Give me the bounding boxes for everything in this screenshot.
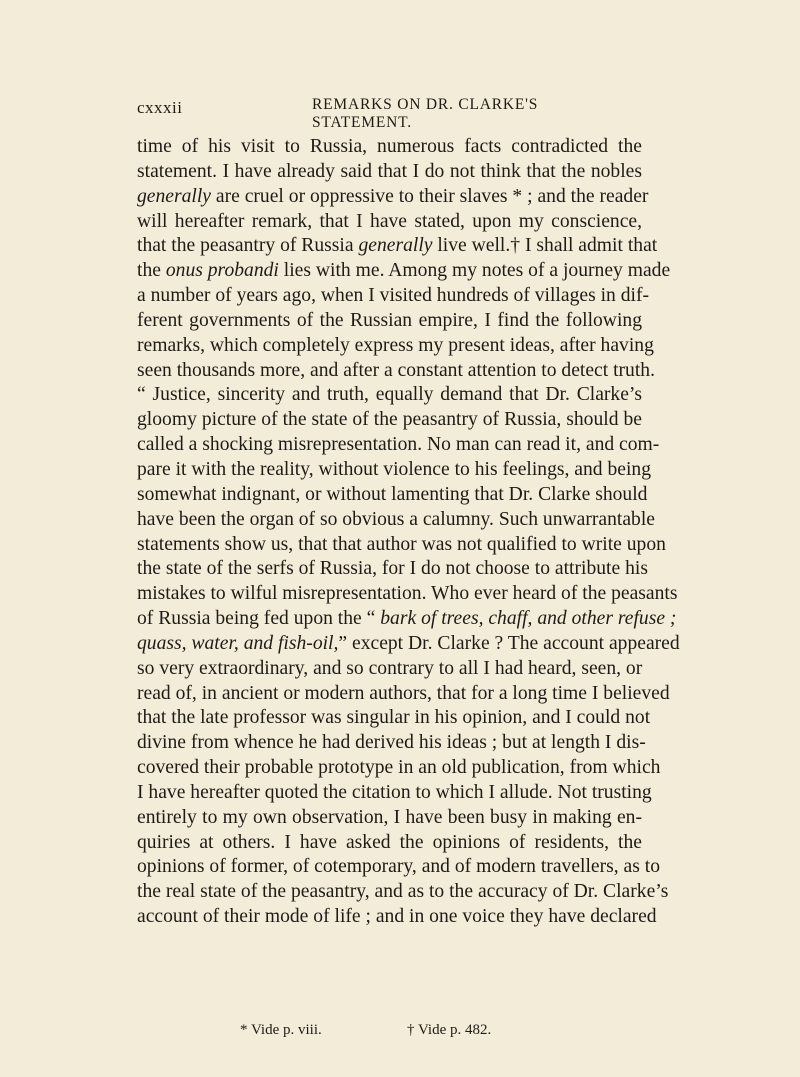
running-title: REMARKS ON DR. CLARKE'S STATEMENT.	[312, 96, 539, 131]
text-line	[137, 756, 661, 781]
text-line	[137, 905, 657, 930]
text-line	[137, 880, 669, 905]
italic-text: generally	[137, 185, 211, 207]
text-segment: a number of years ago, when I visited hundreds of villages in dif-	[137, 285, 650, 307]
text-segment: ” except Dr. Clarke ? The account appeared	[338, 632, 680, 654]
text-segment: mistakes to wilful misrepresentation. Who ever heard of the peasants	[137, 583, 678, 605]
italic-text: quass, water, and fish-oil,	[137, 632, 339, 654]
text-line	[137, 383, 642, 408]
text-line	[137, 135, 642, 160]
footnote-2: † Vide p. 482.	[407, 1022, 492, 1038]
italic-text: bark of trees, chaff, and other refuse ;	[380, 608, 677, 630]
text-line	[137, 657, 642, 682]
text-line	[137, 682, 670, 707]
text-segment: opinions of former, of cotemporary, and of modern travellers, as to	[137, 856, 661, 878]
text-segment: seen thousands more, and after a constant attention to detect truth.	[137, 359, 655, 381]
text-line	[137, 831, 642, 856]
text-segment: have been the organ of so obvious a calumny. Such unwarrantable	[137, 508, 655, 530]
text-line	[137, 855, 661, 880]
text-segment: will hereafter remark, that I have stated, upon my conscience,	[137, 210, 642, 232]
text-line	[137, 557, 648, 582]
page-number: cxxxii	[137, 98, 183, 117]
text-segment: the state of the serfs of Russia, for I do not choose to attribute his	[137, 558, 648, 580]
text-line	[137, 806, 642, 831]
text-segment: lies with me. Among my notes of a journey made	[278, 260, 671, 282]
text-segment: time of his visit to Russia, numerous facts contradicted the	[137, 136, 642, 157]
text-segment: gloomy picture of the state of the peasantry of Russia, should be	[137, 409, 642, 431]
text-segment: ferent governments of the Russian empire, I find the following	[137, 309, 642, 331]
text-segment: called a shocking misrepresentation. No man can read it, and com-	[137, 434, 660, 456]
text-segment: I have hereafter quoted the citation to which I allude. Not trusting	[137, 781, 652, 803]
text-segment: of Russia being fed upon the “	[137, 608, 381, 630]
text-line	[137, 185, 649, 210]
text-segment: “ Justice, sincerity and truth, equally demand that Dr. Clarke’s	[137, 384, 642, 406]
text-line	[137, 731, 646, 756]
text-line	[137, 234, 658, 259]
text-segment: pare it with the reality, without violence to his feelings, and being	[137, 458, 652, 480]
text-line	[137, 309, 642, 334]
text-segment: statements show us, that that author was not qualified to write upon	[137, 533, 666, 555]
text-line	[137, 433, 660, 458]
text-segment: are cruel or oppressive to their slaves * ; and the reader	[211, 185, 649, 207]
text-segment: so very extraordinary, and so contrary to all I had heard, seen, or	[137, 657, 643, 679]
text-line	[137, 607, 677, 632]
running-header	[137, 96, 642, 131]
text-segment: divine from whence he had derived his ideas ; but at length I dis-	[137, 732, 646, 754]
text-line	[137, 483, 648, 508]
text-segment: that the late professor was singular in his opinion, and I could not	[137, 707, 651, 729]
text-line	[137, 508, 655, 533]
text-line	[137, 259, 671, 284]
text-line	[137, 408, 642, 433]
text-line	[137, 533, 666, 558]
italic-text: onus probandi	[165, 260, 279, 282]
text-segment: somewhat indignant, or without lamenting that Dr. Clarke should	[137, 483, 648, 505]
footnote-1: * Vide p. viii.	[240, 1022, 322, 1038]
text-line	[137, 458, 652, 483]
text-segment: statement. I have already said that I do not think that the nobles	[137, 160, 642, 182]
text-line	[137, 210, 642, 235]
text-segment: covered their probable prototype in an old publication, from which	[137, 757, 661, 779]
text-line	[137, 632, 680, 657]
text-segment: that the peasantry of Russia	[137, 235, 359, 257]
body-text	[137, 135, 680, 930]
text-segment: live well.† I shall admit that	[432, 235, 658, 257]
text-line	[137, 284, 650, 309]
text-segment: read of, in ancient or modern authors, that for a long time I believed	[137, 682, 670, 704]
text-line	[137, 160, 642, 185]
footnotes	[240, 1022, 660, 1044]
text-line	[137, 706, 651, 731]
text-segment: remarks, which completely express my present ideas, after having	[137, 334, 654, 356]
text-segment: quiries at others. I have asked the opinions of residents, the	[137, 831, 642, 853]
text-line	[137, 582, 678, 607]
italic-text: generally	[358, 235, 433, 257]
text-line	[137, 359, 655, 384]
text-segment: the	[137, 260, 166, 282]
text-segment: entirely to my own observation, I have been busy in making en-	[137, 806, 642, 828]
text-line	[137, 334, 654, 359]
text-segment: account of their mode of life ; and in one voice they have declared	[137, 906, 657, 928]
text-segment: the real state of the peasantry, and as to the accuracy of Dr. Clarke’s	[137, 881, 669, 903]
text-line	[137, 781, 652, 806]
